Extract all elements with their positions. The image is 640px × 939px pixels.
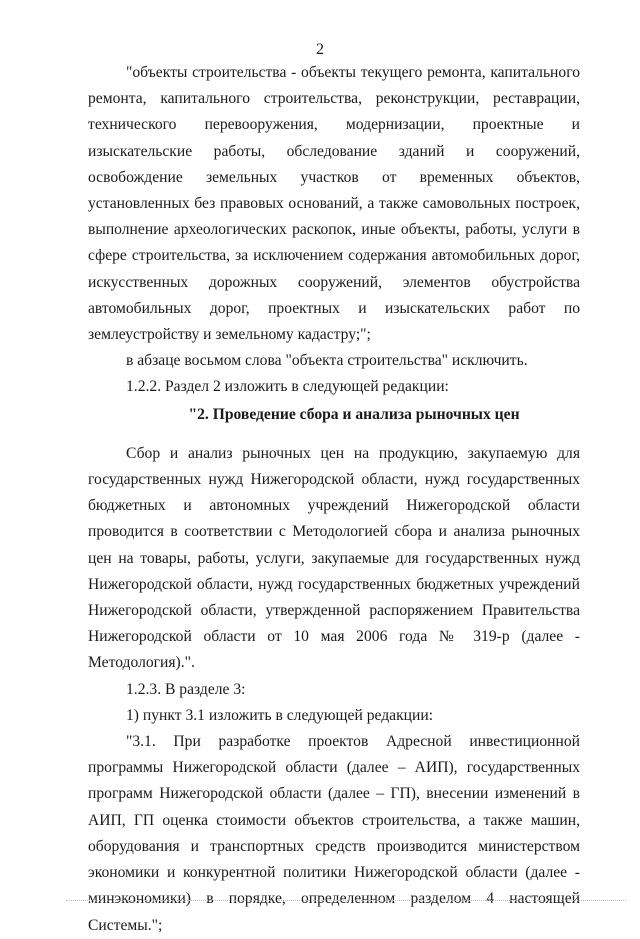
paragraph-section-2-intro: 1.2.2. Раздел 2 изложить в следующей редакции: [126, 378, 449, 396]
document-body [88, 60, 580, 939]
paragraph-paragraph-eight: в абзаце восьмом слова "объекта строительства" исключить. [126, 352, 528, 370]
page-edge-line [66, 900, 626, 901]
paragraph-objects-definition: "объекты строительства - объекты текущего ремонта, капитального ремонта, капитального строительства, реконструкции, реставрации, технического перевооружения, модернизации, проектные и изыскательские работы, обследование зданий и сооружений, освобождение земельных участков от временных объектов, установленных без правовых оснований, а также самовольных построек, выполнение археологических раскопок, иные объекты, работы, услуги в сфере строительства, за исключением содержания автомобильных дорог, искусственных дорожных сооружений, элементов обустройства автомобильных дорог, проектных и изыскательских работ по землеустройству и земельному кадастру;"; [88, 64, 580, 344]
paragraph-item-3-1: "3.1. При разработке проектов Адресной инвестиционной программы Нижегородской области (далее – АИП), государственных программ Нижегородской области (далее – ГП), внесении изменений в АИП, ГП оценка стоимости объектов строительства, а также машин, оборудования и транспортных средств производится министерством экономики и конкурентной политики Нижегородской области (далее - минэкономики) в порядке, определенном разделом 4 настоящей Системы."; [88, 733, 580, 934]
paragraph-section-3-intro: 1.2.3. В разделе 3: [126, 680, 246, 698]
paragraph-item-3-1-intro: 1) пункт 3.1 изложить в следующей редакции: [126, 706, 434, 724]
paragraph-market-prices: Сбор и анализ рыночных цен на продукцию, закупаемую для государственных нужд Нижегородской области, нужд государственных бюджетных и автономных учреждений Нижегородской области проводится в соответствии с Методологией сбора и анализа рыночных цен на товары, работы, услуги, закупаемые для государственных нужд Нижегородской области, нужд государственных бюджетных учреждений Нижегородской области, утвержденной распоряжением Правительства Нижегородской области от 10 мая 2006 года № 319-р (далее - Методология).". [88, 444, 580, 672]
section-heading: "2. Проведение сбора и анализа рыночных цен [188, 405, 520, 423]
page-number: 2 [316, 41, 324, 58]
